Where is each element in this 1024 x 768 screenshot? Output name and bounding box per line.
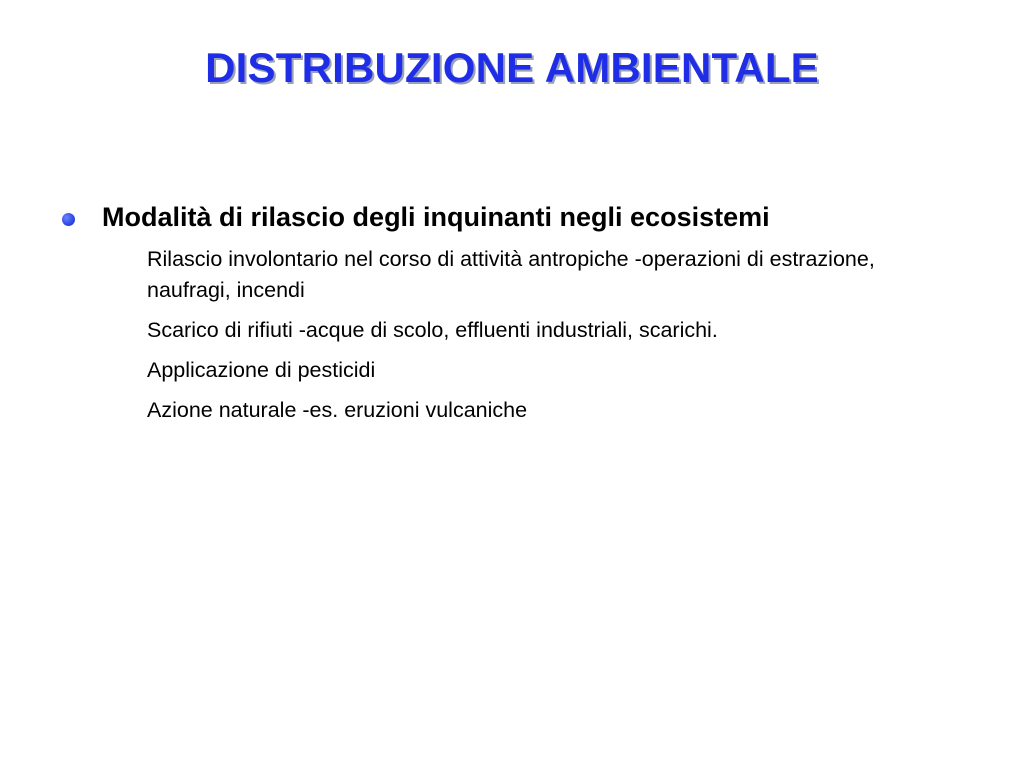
sub-item: Scarico di rifiuti -acque di scolo, effluenti industriali, scarichi. <box>147 318 718 342</box>
sub-item: Rilascio involontario nel corso di attività antropiche -operazioni di estrazione, naufragi, incendi <box>147 247 875 302</box>
sub-item: Applicazione di pesticidi <box>147 358 376 382</box>
slide-content <box>62 198 962 435</box>
bullet-item <box>62 198 962 236</box>
bullet-dot-icon <box>62 213 75 226</box>
sub-list <box>147 244 927 426</box>
sub-item: Azione naturale -es. eruzioni vulcaniche <box>147 398 528 422</box>
bullet-text: Modalità di rilascio degli inquinanti negli ecosistemi <box>102 202 770 232</box>
slide-title: DISTRIBUZIONE AMBIENTALE <box>205 44 819 91</box>
